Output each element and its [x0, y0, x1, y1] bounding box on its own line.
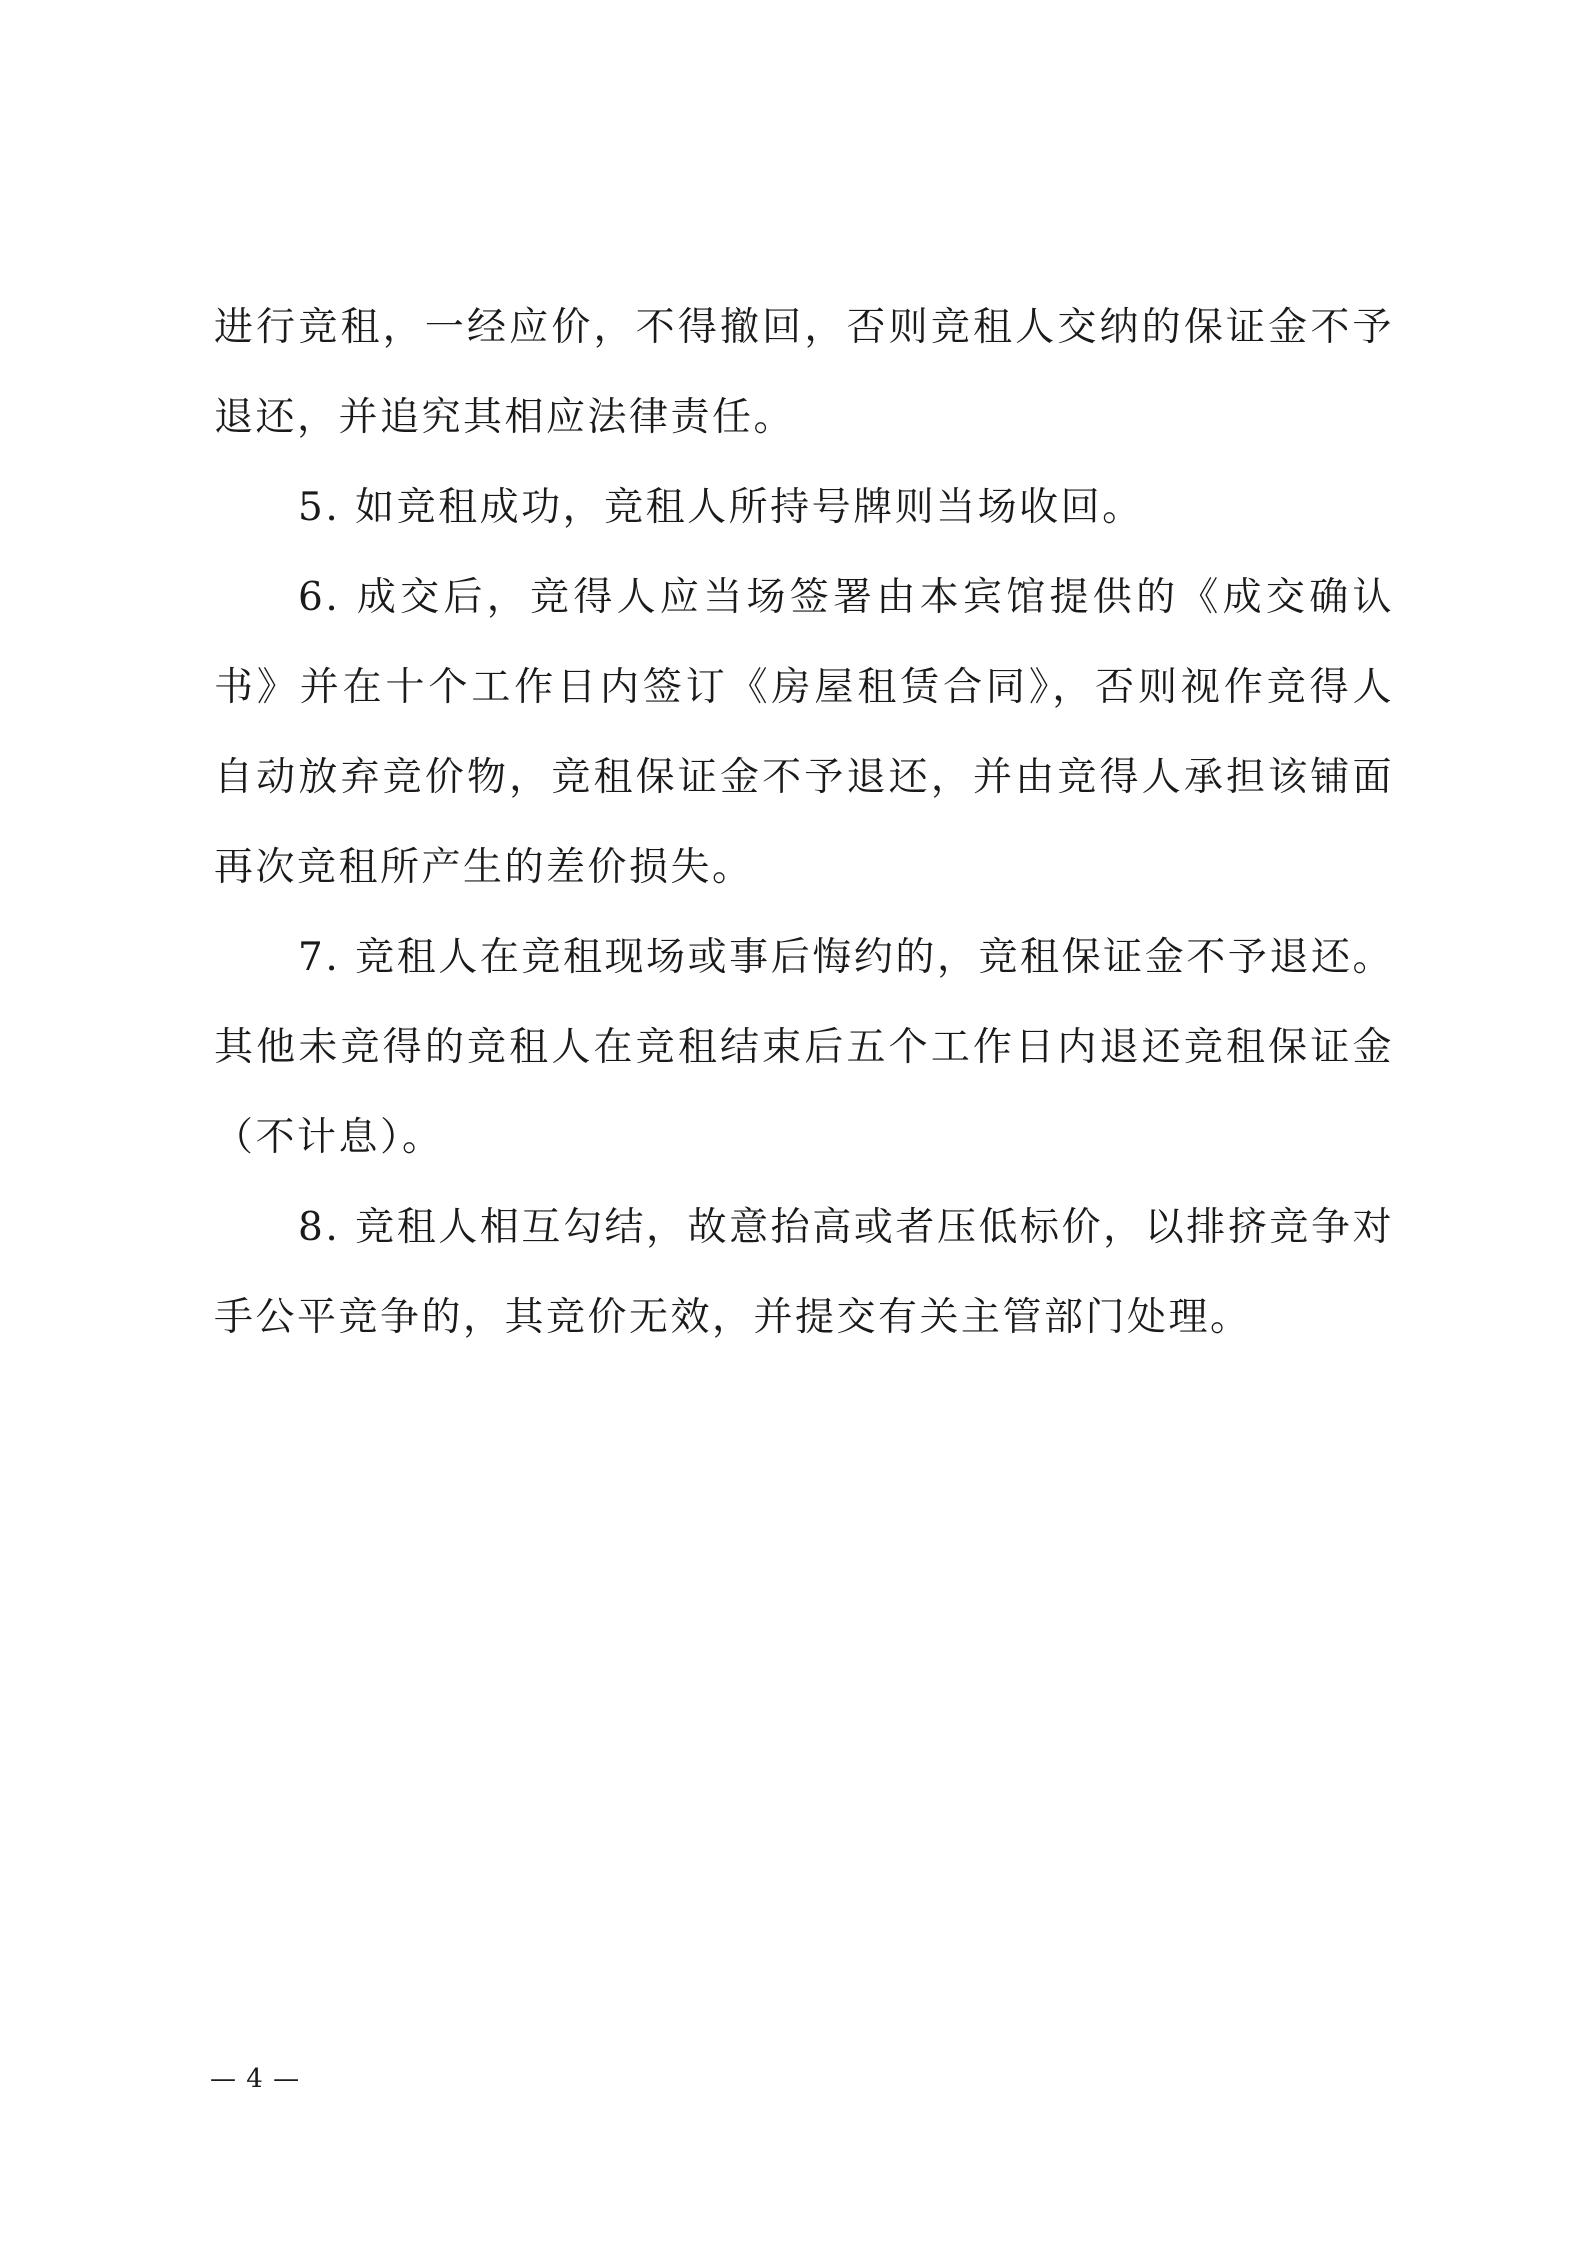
paragraph-item-8: 8. 竞租人相互勾结，故意抬高或者压低标价，以排挤竞争对手公平竞争的，其竞价无效，并提交有关主管部门处理。 — [214, 1205, 1394, 1340]
page-number: — 4 — — [210, 2064, 301, 2094]
paragraph-item-5: 5. 如竞租成功，竞租人所持号牌则当场收回。 — [298, 485, 1144, 530]
document-body — [214, 283, 1394, 1363]
paragraph-continuation: 进行竞租，一经应价，不得撤回，否则竞租人交纳的保证金不予退还，并追究其相应法律责任。 — [214, 305, 1394, 440]
paragraph-item-7: 7. 竞租人在竞租现场或事后悔约的，竞租保证金不予退还。其他未竞得的竞租人在竞租结束后五个工作日内退还竞租保证金（不计息）。 — [214, 935, 1394, 1160]
paragraph-item-6: 6. 成交后，竞得人应当场签署由本宾馆提供的《成交确认书》并在十个工作日内签订《房屋租赁合同》，否则视作竞得人自动放弃竞价物，竞租保证金不予退还，并由竞得人承担该铺面再次竞租所产生的差价损失。 — [214, 575, 1394, 890]
